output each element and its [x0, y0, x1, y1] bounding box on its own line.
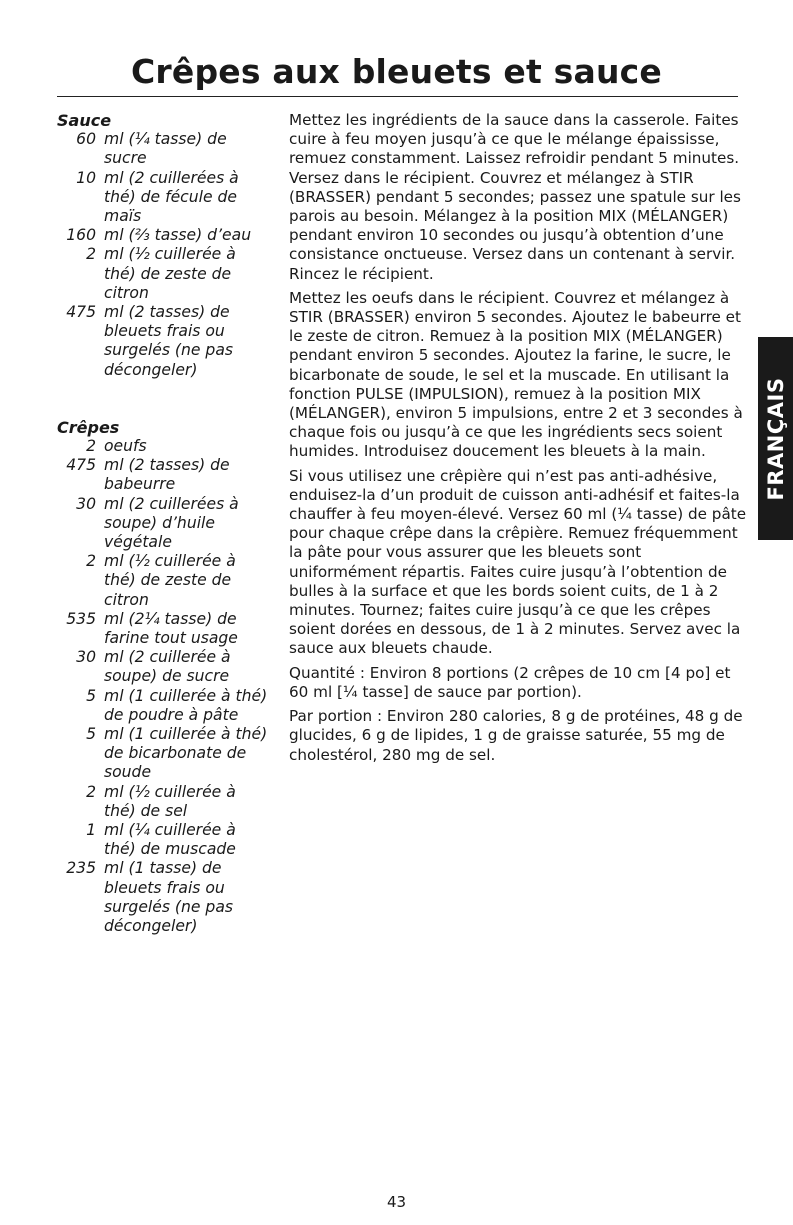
- sauce-instructions-paragraph: Mettez les ingrédients de la sauce dans la casserole. Faites cuire à feu moyen jusqu’à ce que le mélange épaississe, remuez constamment. Laissez refroidir pendant 5 minutes. Versez dans le récipient. Couvrez et mélangez à STIR (BRASSER) pendant 5 secondes; passez une spatule sur les parois au besoin. Mélangez à la position MIX (MÉLANGER) pendant environ 10 secondes ou jusqu’à obtention d’une consistance onctueuse. Versez dans un contenant à servir. Rincez le récipient.: [289, 111, 741, 283]
- ingredient-quantity: 475: [66, 456, 96, 475]
- ingredient-quantity: 30: [76, 494, 96, 513]
- ingredient-item: [57, 437, 272, 456]
- sauce-ingredient-list: [57, 130, 272, 380]
- ingredient-item: [57, 859, 272, 936]
- ingredient-description: ml (2 tasses) de bleuets frais ou surgelés (ne pas décongeler): [104, 303, 234, 379]
- ingredient-description: ml (2 cuillerées à thé) de fécule de maïs: [104, 168, 239, 225]
- ingredient-quantity: 1: [86, 821, 96, 840]
- ingredient-item: [57, 552, 272, 610]
- ingredient-item: [57, 456, 272, 494]
- ingredient-quantity: 535: [66, 609, 96, 628]
- section-spacer: [57, 380, 272, 418]
- ingredient-description: ml (2 cuillerées à soupe) d’huile végétale: [104, 494, 239, 552]
- ingredient-quantity: 60: [76, 130, 96, 149]
- ingredient-quantity: 2: [86, 552, 96, 571]
- ingredient-quantity: 2: [86, 782, 96, 801]
- ingredient-item: [57, 687, 272, 725]
- batter-instructions-paragraph: Mettez les oeufs dans le récipient. Couvrez et mélangez à STIR (BRASSER) environ 5 secondes. Ajoutez le babeurre et le zeste de citron. Remuez à la position MIX (MÉLANGER) pendant environ 5 secondes. Ajoutez la farine, le sucre, le bicarbonate de soude, le sel et la muscade. En utilisant la fonction PULSE (IMPULSION), remuez à la position MIX (MÉLANGER), environ 5 impulsions, entre 2 et 3 secondes à chaque fois ou jusqu’à ce que les ingrédients secs soient humides. Introduisez doucement les bleuets à la main.: [289, 288, 743, 461]
- ingredient-quantity: 2: [86, 437, 96, 456]
- nutrition-paragraph: Par portion : Environ 280 calories, 8 g de protéines, 48 g de glucides, 6 g de lipides, 1 g de graisse saturée, 55 mg de cholestérol, 280 mg de sel.: [289, 707, 743, 764]
- ingredient-item: [57, 130, 272, 168]
- ingredient-description: ml (¼ cuillerée à thé) de muscade: [104, 821, 236, 859]
- language-tab: [758, 337, 793, 540]
- crepes-heading: Crêpes: [57, 417, 120, 437]
- ingredient-description: ml (⅔ tasse) d’eau: [104, 226, 252, 245]
- ingredient-item: [57, 495, 272, 553]
- ingredient-quantity: 235: [66, 859, 96, 878]
- ingredient-item: [57, 648, 272, 686]
- ingredient-description: ml (2¼ tasse) de farine tout usage: [104, 609, 238, 648]
- cooking-instructions-paragraph: Si vous utilisez une crêpière qui n’est pas anti-adhésive, enduisez-la d’un produit de cuisson anti-adhésif et faites-la chauffer à feu moyen-élevé. Versez 60 ml (¼ tasse) de pâte pour chaque crêpe dans la crêpière. Remuez fréquemment la pâte pour vous assurer que les bleuets sont uniformément répartis. Faites cuire jusqu’à l’obtention de bulles à la surface et que les bords soient cuits, de 1 à 2 minutes. Tournez; faites cuire jusqu’à ce que les crêpes soient dorées en dessous, de 1 à 2 minutes. Servez avec la sauce aux bleuets chaude.: [289, 466, 747, 658]
- crepes-ingredient-list: [57, 437, 272, 936]
- instructions-column: [289, 111, 749, 770]
- ingredient-item: [57, 610, 272, 648]
- ingredient-item: [57, 226, 272, 245]
- ingredient-description: ml (2 tasses) de babeurre: [104, 456, 230, 494]
- ingredient-description: ml (½ cuillerée à thé) de sel: [104, 782, 236, 820]
- ingredient-item: [57, 783, 272, 821]
- yield-paragraph: Quantité : Environ 8 portions (2 crêpes de 10 cm [4 po] et 60 ml [¼ tasse] de sauce par portion).: [289, 663, 731, 701]
- title-divider: [57, 96, 738, 97]
- ingredient-item: [57, 725, 272, 783]
- ingredient-quantity: 10: [76, 168, 96, 187]
- ingredient-item: [57, 245, 272, 303]
- ingredient-item: [57, 821, 272, 859]
- ingredient-quantity: 475: [66, 303, 96, 322]
- ingredient-description: ml (1 cuillerée à thé) de bicarbonate de soude: [104, 725, 268, 782]
- ingredient-description: ml (½ cuillerée à thé) de zeste de citron: [104, 245, 236, 302]
- ingredient-description: ml (¼ tasse) de sucre: [104, 130, 227, 168]
- ingredient-description: oeufs: [104, 437, 147, 456]
- ingredient-quantity: 5: [86, 725, 96, 744]
- language-tab-label: FRANÇAIS: [763, 377, 788, 500]
- page-number: 43: [386, 1193, 407, 1211]
- ingredient-quantity: 2: [86, 245, 96, 264]
- ingredient-description: ml (1 tasse) de bleuets frais ou surgelés (ne pas décongeler): [104, 859, 234, 936]
- ingredient-item: [57, 169, 272, 227]
- sauce-heading: Sauce: [57, 111, 112, 130]
- page-title: Crêpes aux bleuets et sauce: [130, 52, 663, 91]
- ingredient-description: ml (½ cuillerée à thé) de zeste de citron: [104, 552, 236, 609]
- ingredient-description: ml (2 cuillerée à soupe) de sucre: [104, 648, 231, 686]
- ingredient-quantity: 30: [76, 648, 96, 667]
- ingredient-item: [57, 303, 272, 380]
- ingredient-description: ml (1 cuillerée à thé) de poudre à pâte: [104, 686, 268, 724]
- ingredient-quantity: 160: [66, 226, 96, 245]
- ingredient-quantity: 5: [86, 686, 96, 705]
- ingredients-column: [57, 111, 272, 936]
